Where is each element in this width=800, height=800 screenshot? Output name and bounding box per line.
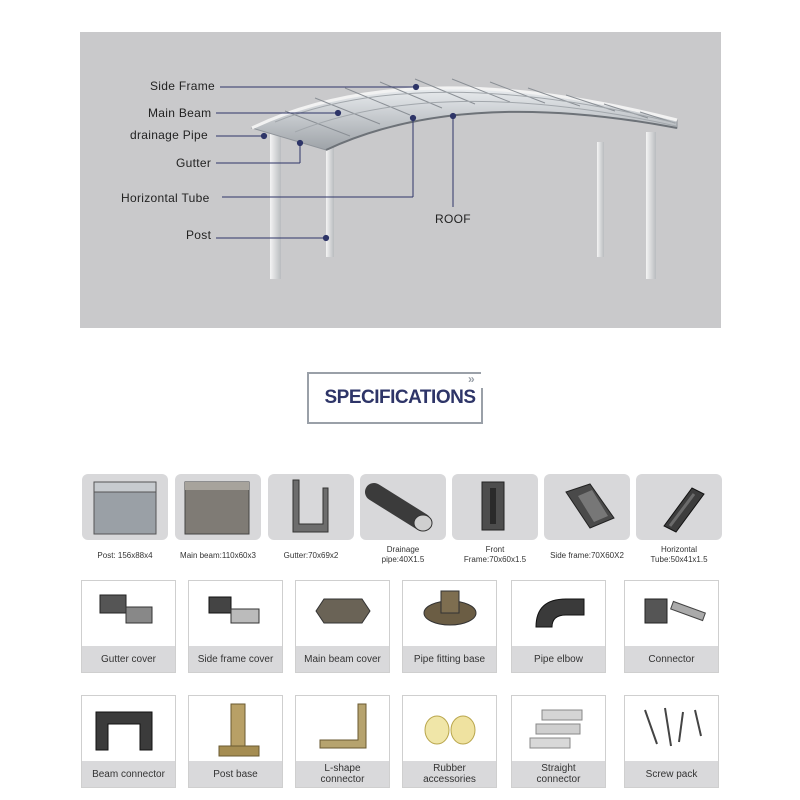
front-frame-profile-icon xyxy=(452,474,538,540)
main-beam-cover-icon xyxy=(296,581,389,647)
profile-label: Gutter:70x69x2 xyxy=(283,551,339,560)
main-beam-profile-icon xyxy=(175,474,261,540)
accessory-label: Screw pack xyxy=(625,761,718,787)
profile-label: Post: 156x88x4 xyxy=(97,551,153,560)
accessory-label: Side frame cover xyxy=(189,646,282,672)
side-frame-cover-icon xyxy=(189,581,282,647)
accessory-card xyxy=(402,695,497,788)
post-base-icon xyxy=(189,696,282,762)
accessory-card xyxy=(624,695,719,788)
carport-diagram xyxy=(80,32,721,328)
profile-item xyxy=(636,474,722,540)
gutter-cover-icon xyxy=(82,581,175,647)
accessory-card xyxy=(188,695,283,788)
label-main-beam: Main Beam xyxy=(148,106,212,120)
accessory-label: Pipe fitting base xyxy=(403,646,496,672)
profile-item xyxy=(82,474,168,540)
drainage-pipe-icon xyxy=(360,474,446,540)
accessory-label: Post base xyxy=(189,761,282,787)
accessory-label: Beam connector xyxy=(82,761,175,787)
accessory-label: Gutter cover xyxy=(82,646,175,672)
accessory-card xyxy=(81,580,176,673)
post-profile-icon xyxy=(82,474,168,540)
l-shape-connector-icon xyxy=(296,696,389,762)
accessory-card xyxy=(511,695,606,788)
label-roof: ROOF xyxy=(435,212,471,226)
accessory-card xyxy=(295,695,390,788)
accessory-label: L-shape connector xyxy=(296,761,389,787)
accessory-card xyxy=(624,580,719,673)
accessory-label: Connector xyxy=(625,646,718,672)
connector-icon xyxy=(625,581,718,647)
profile-label: Main beam:110x60x3 xyxy=(180,551,256,560)
profile-label: Horizontal Tube:50x41x1.5 xyxy=(650,545,708,564)
horizontal-tube-profile-icon xyxy=(636,474,722,540)
post-rear-left xyxy=(270,132,281,279)
screw-pack-icon xyxy=(625,696,718,762)
gutter-profile-icon xyxy=(268,474,354,540)
accessory-card xyxy=(511,580,606,673)
post-front-right xyxy=(597,142,604,257)
profile-item xyxy=(544,474,630,540)
accessory-card xyxy=(295,580,390,673)
label-post: Post xyxy=(186,228,212,242)
accessory-label: Rubber accessories xyxy=(403,761,496,787)
label-side-frame: Side Frame xyxy=(150,79,216,93)
post-rear-right xyxy=(646,132,656,279)
label-gutter: Gutter xyxy=(176,156,212,170)
specifications-title: SPECIFICATIONS xyxy=(324,387,476,408)
side-frame-profile-icon xyxy=(544,474,630,540)
profile-item xyxy=(268,474,354,540)
accessory-card xyxy=(402,580,497,673)
carport-illustration xyxy=(80,32,721,328)
profile-label: Drainage pipe:40X1.5 xyxy=(381,545,425,564)
label-horizontal-tube: Horizontal Tube xyxy=(121,191,210,205)
accessory-card xyxy=(81,695,176,788)
straight-connector-icon xyxy=(512,696,605,762)
accessory-label: Straight connector xyxy=(512,761,605,787)
profile-label: Front Frame:70x60x1.5 xyxy=(463,545,527,564)
profile-item xyxy=(360,474,446,540)
pipe-elbow-icon xyxy=(512,581,605,647)
accessory-card xyxy=(188,580,283,673)
pipe-fitting-base-icon xyxy=(403,581,496,647)
rubber-accessories-icon xyxy=(403,696,496,762)
beam-connector-icon xyxy=(82,696,175,762)
chevron-icon: » xyxy=(468,372,473,386)
accessory-label: Main beam cover xyxy=(296,646,389,672)
profile-item xyxy=(175,474,261,540)
profile-label: Side frame:70X60X2 xyxy=(550,551,624,560)
accessory-label: Pipe elbow xyxy=(512,646,605,672)
label-drainage-pipe: drainage Pipe xyxy=(130,128,208,142)
profile-item xyxy=(452,474,538,540)
